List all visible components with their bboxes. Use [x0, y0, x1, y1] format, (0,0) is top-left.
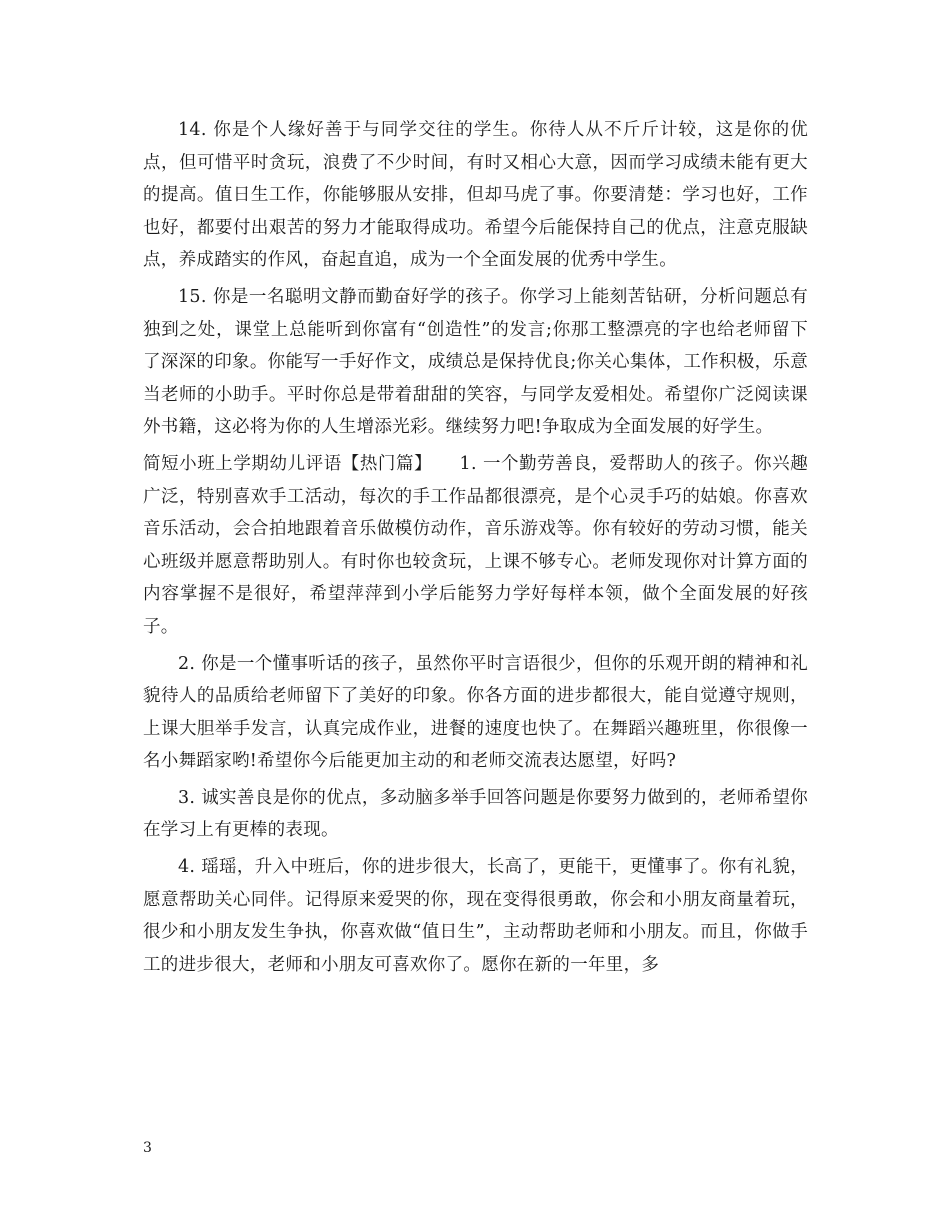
page-number: 3 [143, 1140, 152, 1156]
comment-paragraph-14: 14. 你是个人缘好善于与同学交往的学生。你待人从不斤斤计较，这是你的优点，但可惜平时贪玩，浪费了不少时间，有时又相心大意，因而学习成绩未能有更大的提高。值日生工作，你能够服从安排，但却马虎了事。你要清楚：学习也好，工作也好，都要付出艰苦的努力才能取得成功。希望今后能保持自己的优点，注意克服缺点，养成踏实的作风，奋起直追，成为一个全面发展的优秀中学生。 [143, 120, 808, 271]
comment-paragraph-4: 4. 瑶瑶，升入中班后，你的进步很大，长高了，更能干，更懂事了。你有礼貌，愿意帮助关心同伴。记得原来爱哭的你，现在变得很勇敢，你会和小朋友商量着玩，很少和小朋友发生争执，你喜欢做“值日生”，主动帮助老师和小朋友。而且，你做手工的进步很大，老师和小朋友可喜欢你了。愿你在新的一年里，多 [143, 857, 808, 975]
section-heading-paragraph: 简短小班上学期幼儿评语【热门篇】 1. 一个勤劳善良，爱帮助人的孩子。你兴趣广泛，特别喜欢手工活动，每次的手工作品都很漂亮，是个心灵手巧的姑娘。你喜欢音乐活动，会合拍地跟着音乐做模仿动作，音乐游戏等。你有较好的劳动习惯，能关心班级并愿意帮助别人。有时你也较贪玩，上课不够专心。老师发现你对计算方面的内容掌握不是很好，希望萍萍到小学后能努力学好每样本领，做个全面发展的好孩子。 [143, 453, 808, 637]
comment-paragraph-3: 3. 诚实善良是你的优点，多动脑多举手回答问题是你要努力做到的，老师希望你在学习上有更棒的表现。 [143, 787, 808, 841]
document-body [143, 114, 808, 985]
comment-paragraph-15: 15. 你是一名聪明文静而勤奋好学的孩子。你学习上能刻苦钻研，分析问题总有独到之处，课堂上总能听到你富有“创造性”的发言;你那工整漂亮的字也给老师留下了深深的印象。你能写一手好作文，成绩总是保持优良;你关心集体，工作积极，乐意当老师的小助手。平时你总是带着甜甜的笑容，与同学友爱相处。希望你广泛阅读课外书籍，这必将为你的人生增添光彩。继续努力吧!争取成为全面发展的好学生。 [143, 286, 808, 438]
comment-paragraph-2: 2. 你是一个懂事听话的孩子，虽然你平时言语很少，但你的乐观开朗的精神和礼貌待人的品质给老师留下了美好的印象。你各方面的进步都很大，能自觉遵守规则，上课大胆举手发言，认真完成作业，进餐的速度也快了。在舞蹈兴趣班里，你很像一名小舞蹈家哟!希望你今后能更加主动的和老师交流表达愿望，好吗? [143, 653, 808, 772]
